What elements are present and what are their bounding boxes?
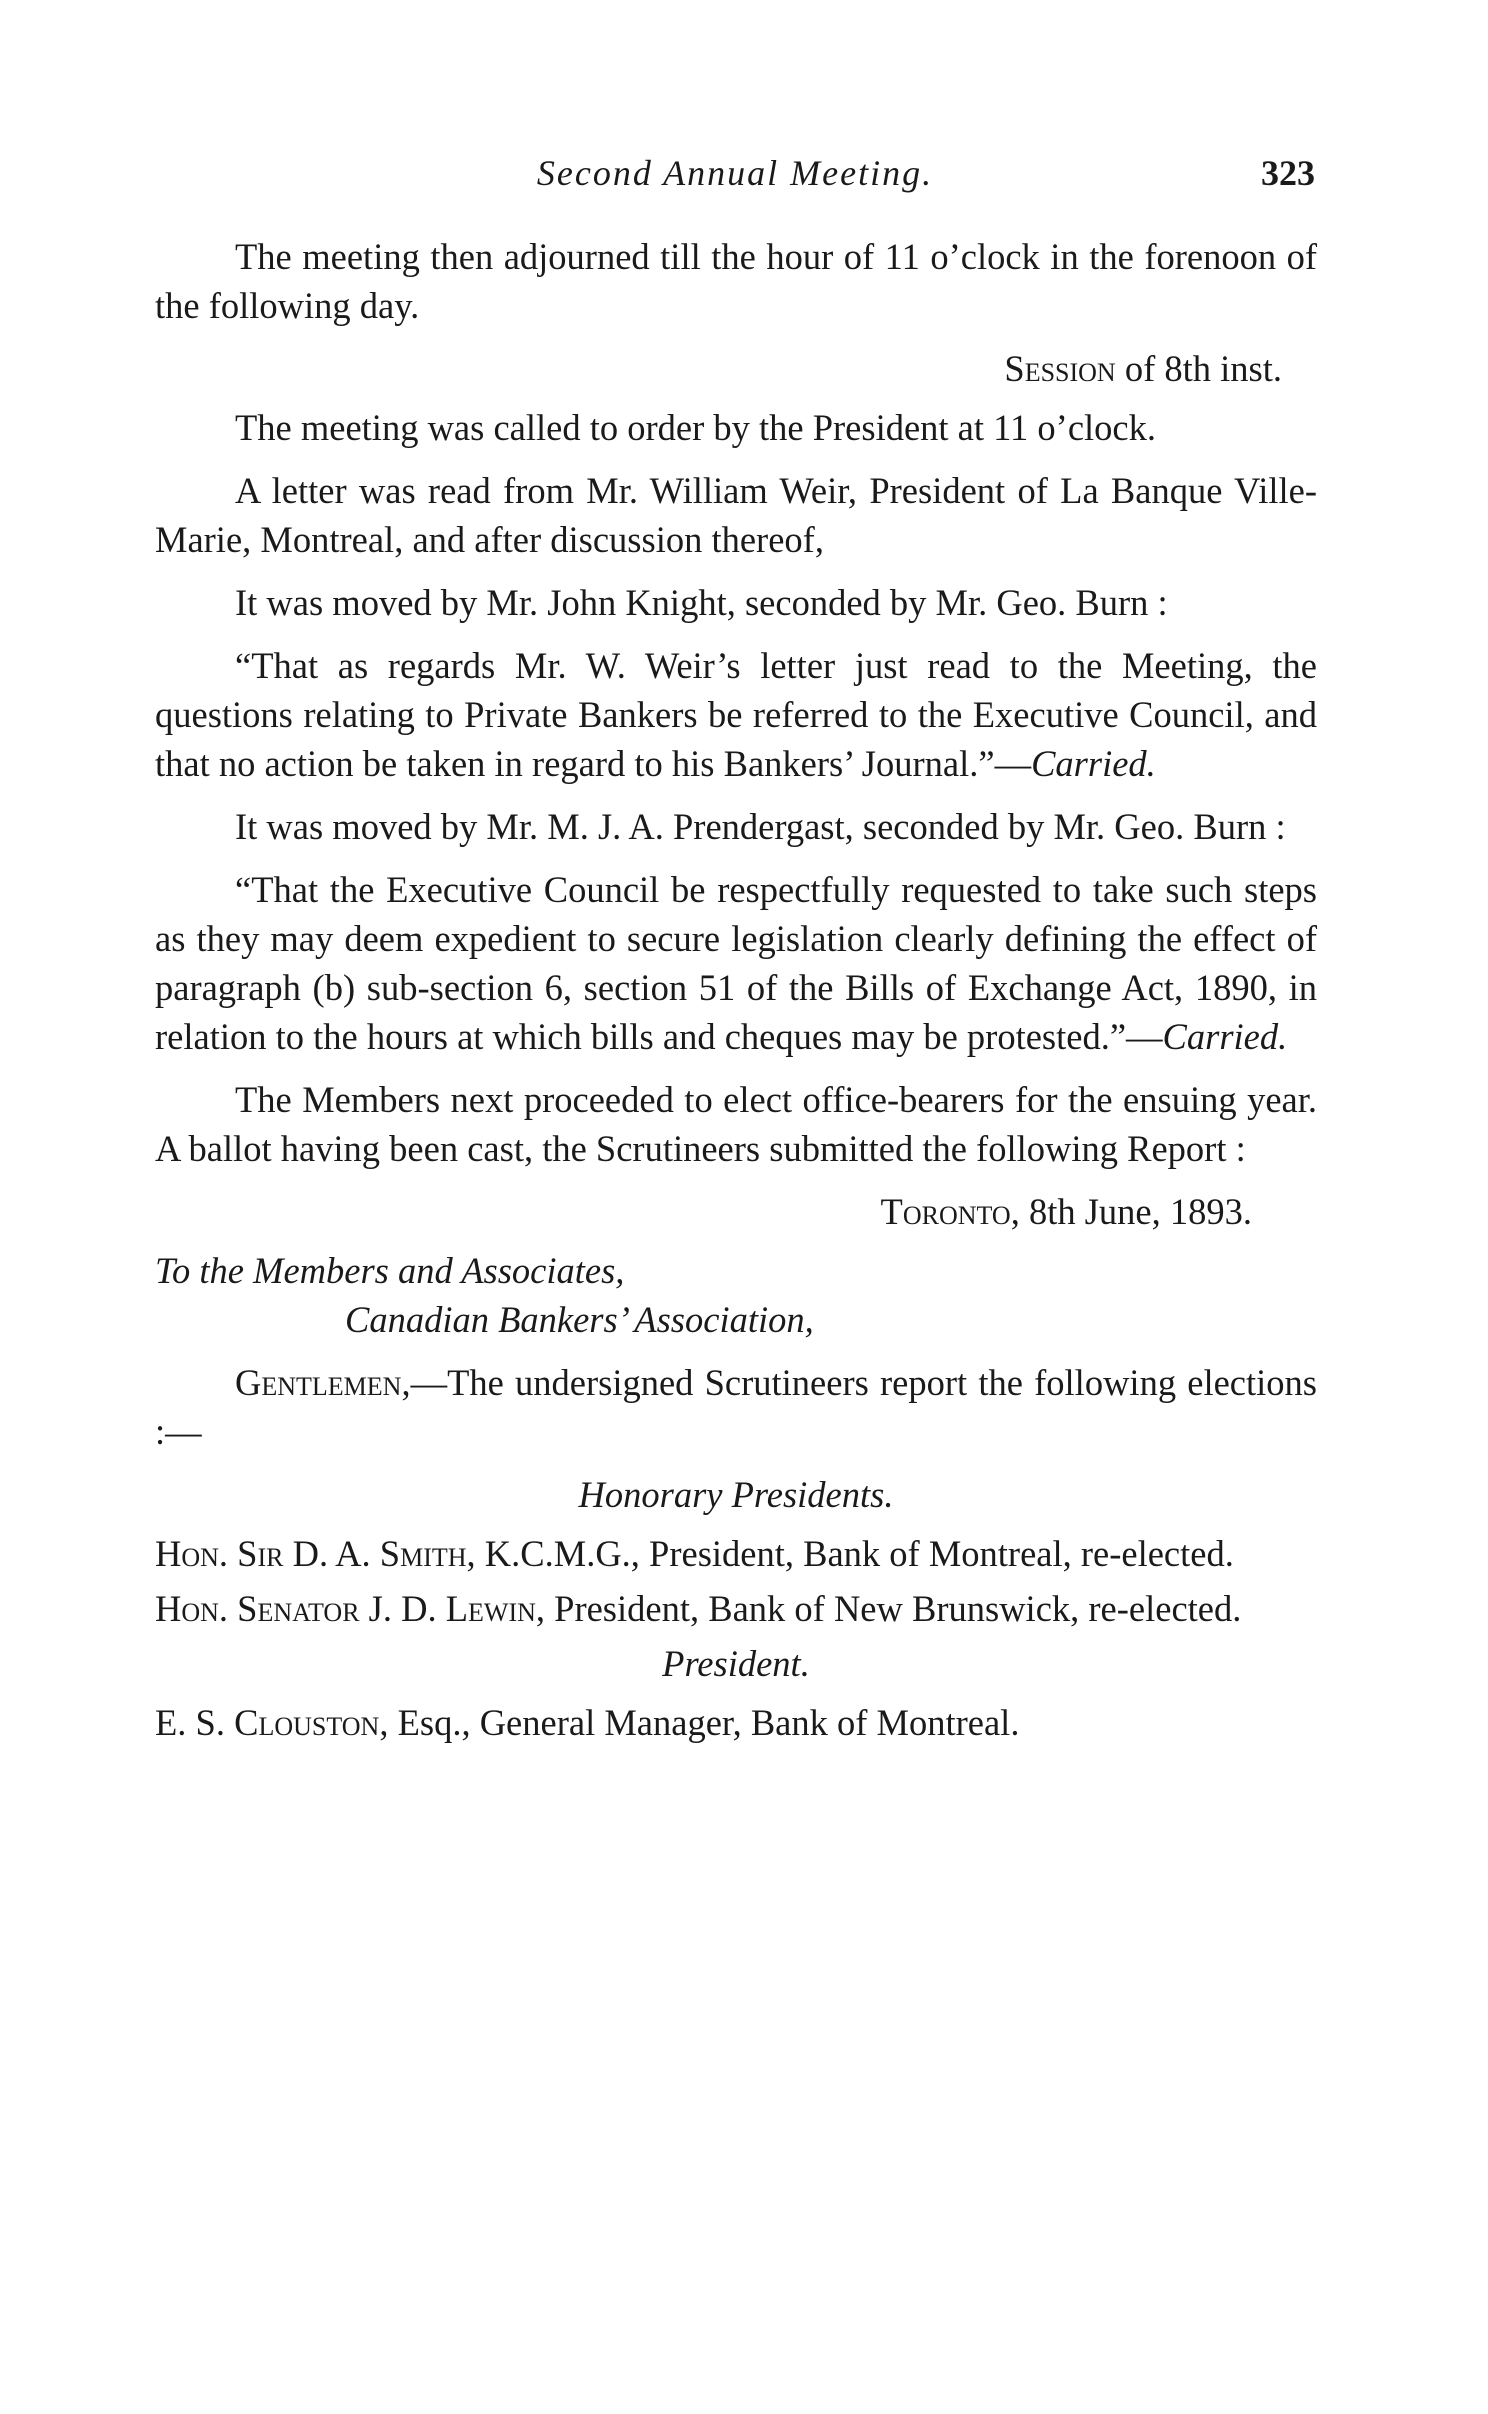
paragraph-letter: A letter was read from Mr. William Weir, President of La Banque Ville-Marie, Montreal, and after discussion thereof, bbox=[155, 470, 1317, 560]
session-word: Session bbox=[1004, 348, 1116, 389]
paragraph-motion-2: It was moved by Mr. M. J. A. Prendergast, seconded by Mr. Geo. Burn : bbox=[235, 806, 1286, 847]
report-date-text: , 8th June, 1893. bbox=[1010, 1191, 1252, 1232]
paragraph-adjourn: The meeting then adjourned till the hour of 11 o’clock in the forenoon of the following day. bbox=[155, 236, 1317, 326]
session-line bbox=[155, 344, 1317, 393]
hp2-details: , President, Bank of New Brunswick, re-elected. bbox=[535, 1588, 1242, 1629]
session-date: of 8th inst. bbox=[1115, 348, 1282, 389]
hp1-details: , K.C.M.G., President, Bank of Montreal, re-elected. bbox=[466, 1533, 1234, 1574]
hp1-name: Hon. Sir D. A. Smith bbox=[155, 1533, 467, 1574]
body-text bbox=[155, 232, 1317, 1753]
hp2-title: Hon. Senator bbox=[155, 1588, 360, 1629]
paragraph-gentlemen bbox=[155, 1358, 1317, 1456]
president-surname: Clouston bbox=[234, 1702, 380, 1743]
heading-honorary-presidents: Honorary Presidents. bbox=[578, 1474, 894, 1515]
hp2-surname: Lewin bbox=[445, 1588, 536, 1629]
hp2-initials: J. D. bbox=[359, 1588, 446, 1629]
page-header bbox=[155, 152, 1315, 200]
president-initials: E. S. bbox=[155, 1702, 235, 1743]
report-city: Toronto bbox=[880, 1191, 1011, 1232]
heading-president: President. bbox=[662, 1643, 810, 1684]
carried-1: Carried. bbox=[1031, 743, 1156, 784]
report-date bbox=[155, 1187, 1317, 1236]
resolution-2 bbox=[155, 865, 1317, 1061]
salutation-text: ,—The undersigned Scrutineers report the following elections :— bbox=[155, 1362, 1317, 1452]
address-line-2: Canadian Bankers’ Association, bbox=[345, 1299, 814, 1340]
honorary-president-1 bbox=[155, 1529, 1317, 1578]
page-number: 323 bbox=[1261, 153, 1315, 193]
resolution-2-text: “That the Executive Council be respectfully requested to take such steps as they may deem expedient to secure legislation clearly defining the effect of paragraph (b) sub-section 6, section 51 of the Bills of Exchange Act, 1890, in relation to the hours at which bills and cheques may be protested.”— bbox=[155, 869, 1317, 1057]
resolution-1-text: “That as regards Mr. W. Weir’s letter just read to the Meeting, the questions relating to Private Bankers be referred to the Executive Council, and that no action be taken in regard to his Bankers’ Journal.”— bbox=[155, 645, 1317, 784]
president-entry bbox=[155, 1698, 1317, 1747]
paragraph-order: The meeting was called to order by the President at 11 o’clock. bbox=[235, 407, 1156, 448]
honorary-president-2 bbox=[155, 1584, 1317, 1633]
running-title: Second Annual Meeting. bbox=[536, 153, 934, 193]
paragraph-motion-1: It was moved by Mr. John Knight, seconded by Mr. Geo. Burn : bbox=[235, 582, 1168, 623]
carried-2: Carried. bbox=[1162, 1016, 1288, 1057]
address-line-1: To the Members and Associates, bbox=[155, 1250, 625, 1291]
resolution-1 bbox=[155, 641, 1317, 788]
salutation: Gentlemen bbox=[235, 1362, 402, 1403]
president-details: , Esq., General Manager, Bank of Montreal. bbox=[379, 1702, 1020, 1743]
paragraph-members: The Members next proceeded to elect office-bearers for the ensuing year. A ballot having been cast, the Scrutineers submitted the following Report : bbox=[155, 1079, 1317, 1169]
